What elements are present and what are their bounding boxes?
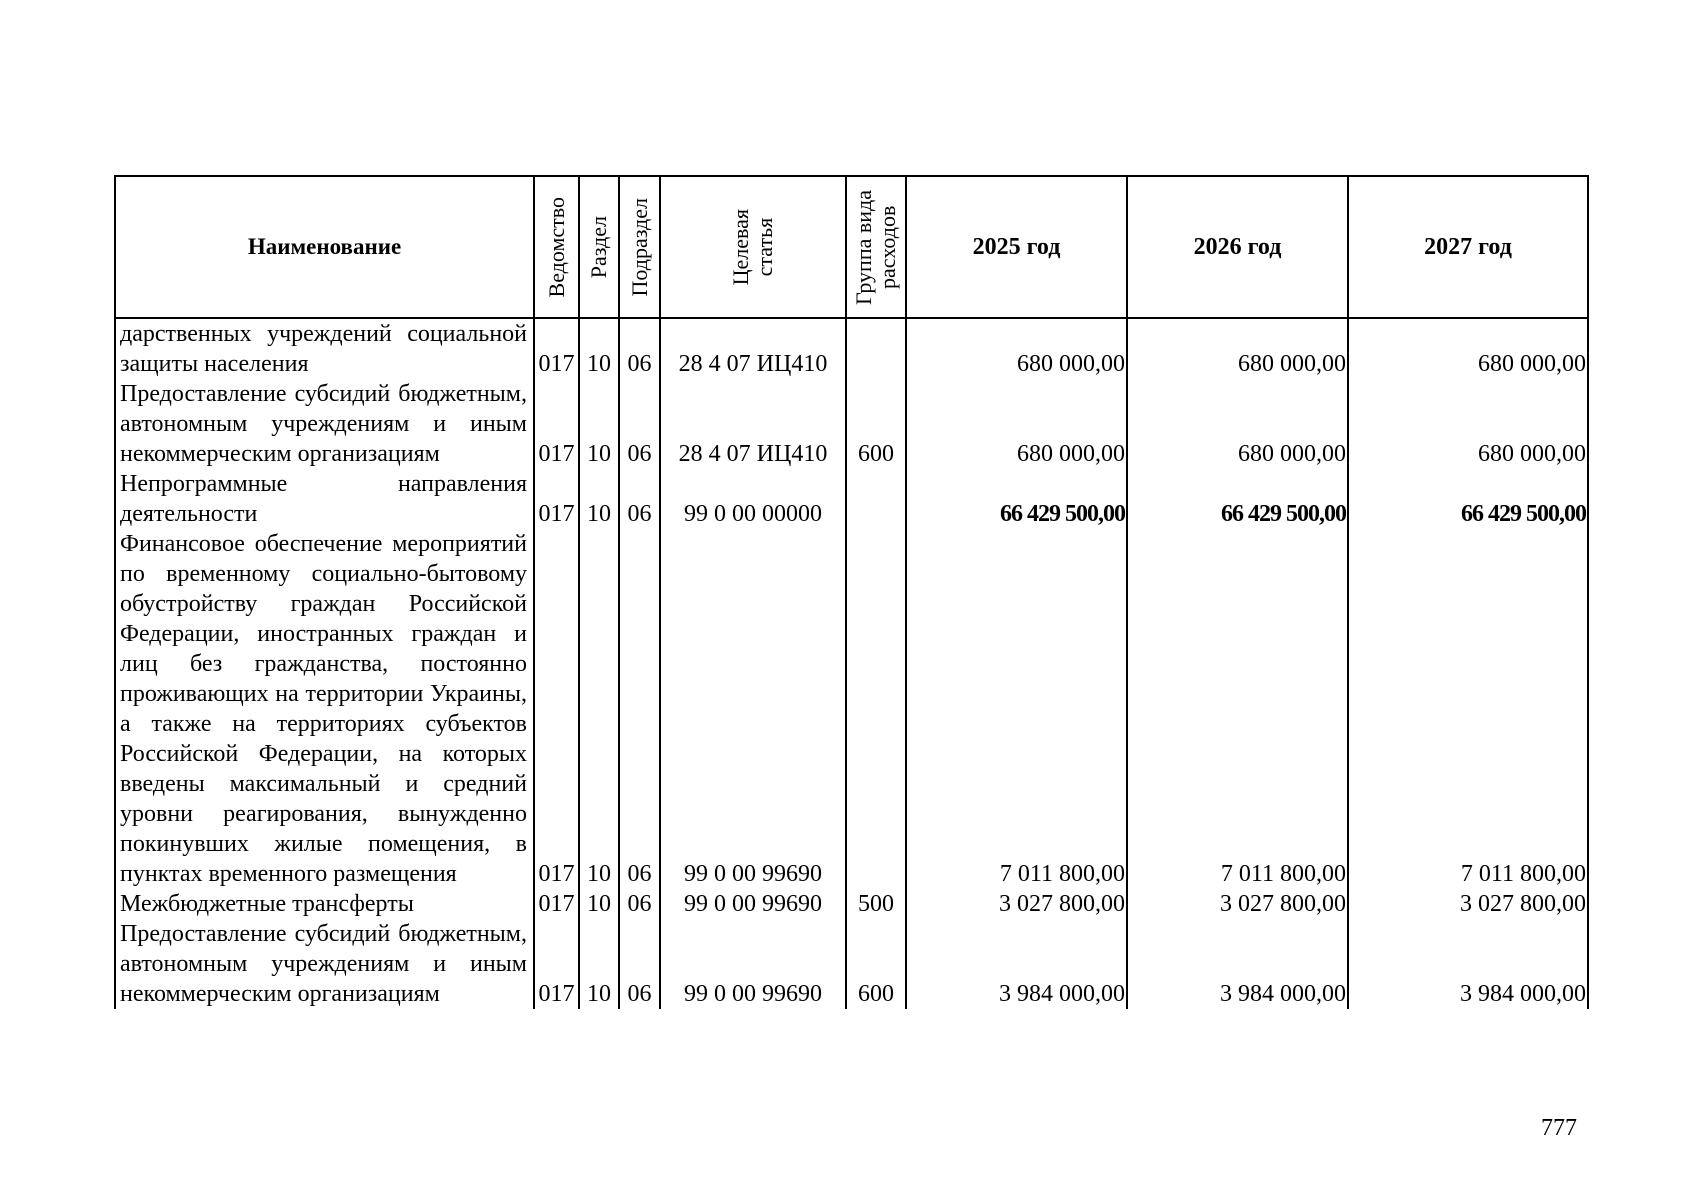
table-row (115, 318, 1588, 379)
row-gruppa (846, 469, 906, 529)
row-2025: 66 429 500,00 (906, 469, 1127, 529)
table-row (115, 529, 1588, 889)
row-vedomstvo: 017 (534, 318, 579, 379)
row-2027: 7 011 800,00 (1348, 529, 1588, 889)
row-celevaya: 99 0 00 00000 (660, 469, 846, 529)
header-vedomstvo-label: Ведомство (543, 196, 569, 298)
header-podrazdel (619, 176, 660, 318)
row-razdel: 10 (579, 318, 619, 379)
header-celevaya-line2: статья (752, 217, 777, 277)
budget-document (114, 175, 1587, 1009)
row-razdel: 10 (579, 889, 619, 919)
row-razdel: 10 (579, 379, 619, 469)
header-gruppa-label (852, 190, 900, 305)
table-header-row (115, 176, 1588, 318)
row-gruppa (846, 529, 906, 889)
row-name: Предоставление субсидий бюджетным, автономным учреждениям и иным некоммерческим организациям (115, 379, 534, 469)
row-2025: 680 000,00 (906, 318, 1127, 379)
header-razdel-label: Раздел (586, 215, 611, 279)
row-2026: 66 429 500,00 (1127, 469, 1348, 529)
row-gruppa (846, 318, 906, 379)
row-vedomstvo: 017 (534, 529, 579, 889)
header-year-2025: 2025 год (906, 176, 1127, 318)
row-gruppa: 600 (846, 379, 906, 469)
row-razdel: 10 (579, 919, 619, 1009)
row-podrazdel: 06 (619, 529, 660, 889)
header-vedomstvo (534, 176, 579, 318)
row-2027: 3 027 800,00 (1348, 889, 1588, 919)
row-celevaya: 28 4 07 ИЦ410 (660, 318, 846, 379)
row-name: Непрограммные направления деятельности (115, 469, 534, 529)
row-podrazdel: 06 (619, 379, 660, 469)
header-name: Наименование (115, 176, 534, 318)
header-razdel (579, 176, 619, 318)
row-podrazdel: 06 (619, 318, 660, 379)
row-celevaya: 99 0 00 99690 (660, 919, 846, 1009)
row-2027: 3 984 000,00 (1348, 919, 1588, 1009)
row-name: Предоставление субсидий бюджетным, автономным учреждениям и иным некоммерческим организациям (115, 919, 534, 1009)
row-gruppa: 500 (846, 889, 906, 919)
table-row (115, 889, 1588, 919)
row-2025: 7 011 800,00 (906, 529, 1127, 889)
row-celevaya: 99 0 00 99690 (660, 889, 846, 919)
header-gruppa-line2: расходов (875, 205, 900, 289)
table-row (115, 919, 1588, 1009)
row-2025: 3 027 800,00 (906, 889, 1127, 919)
header-gruppa-vida-rashodov (846, 176, 906, 318)
row-2026: 7 011 800,00 (1127, 529, 1348, 889)
row-2025: 3 984 000,00 (906, 919, 1127, 1009)
header-year-2026: 2026 год (1127, 176, 1348, 318)
table-row (115, 469, 1588, 529)
row-2026: 3 027 800,00 (1127, 889, 1348, 919)
page-number: 777 (1541, 1115, 1577, 1141)
header-year-2027: 2027 год (1348, 176, 1588, 318)
row-vedomstvo: 017 (534, 469, 579, 529)
header-gruppa-line1: Группа вида (851, 189, 876, 305)
row-podrazdel: 06 (619, 889, 660, 919)
row-2026: 680 000,00 (1127, 318, 1348, 379)
row-2027: 680 000,00 (1348, 379, 1588, 469)
header-celevaya-statya (660, 176, 846, 318)
row-razdel: 10 (579, 469, 619, 529)
row-vedomstvo: 017 (534, 379, 579, 469)
header-celevaya-label (729, 209, 777, 285)
row-gruppa: 600 (846, 919, 906, 1009)
budget-table (114, 175, 1589, 1009)
row-vedomstvo: 017 (534, 889, 579, 919)
table-row (115, 379, 1588, 469)
row-2025: 680 000,00 (906, 379, 1127, 469)
row-2027: 680 000,00 (1348, 318, 1588, 379)
row-name: Межбюджетные трансферты (115, 889, 534, 919)
row-podrazdel: 06 (619, 469, 660, 529)
row-razdel: 10 (579, 529, 619, 889)
row-podrazdel: 06 (619, 919, 660, 1009)
row-vedomstvo: 017 (534, 919, 579, 1009)
row-celevaya: 99 0 00 99690 (660, 529, 846, 889)
row-name: Финансовое обеспечение мероприятий по временному социально-бытовому обустройству граждан Российской Федерации, иностранных граждан и лиц без гражданства, постоянно проживающих на территории Украины, а также на территориях субъектов Российской Федерации, на которых введены максимальный и средний уровни реагирования, вынужденно покинувших жилые помещения, в пунктах временного размещения (115, 529, 534, 889)
row-celevaya: 28 4 07 ИЦ410 (660, 379, 846, 469)
row-2026: 680 000,00 (1127, 379, 1348, 469)
header-podrazdel-label: Подраздел (626, 197, 652, 297)
header-celevaya-line1: Целевая (728, 208, 753, 286)
row-2026: 3 984 000,00 (1127, 919, 1348, 1009)
row-name: дарственных учреждений социальной защиты населения (115, 318, 534, 379)
row-2027: 66 429 500,00 (1348, 469, 1588, 529)
